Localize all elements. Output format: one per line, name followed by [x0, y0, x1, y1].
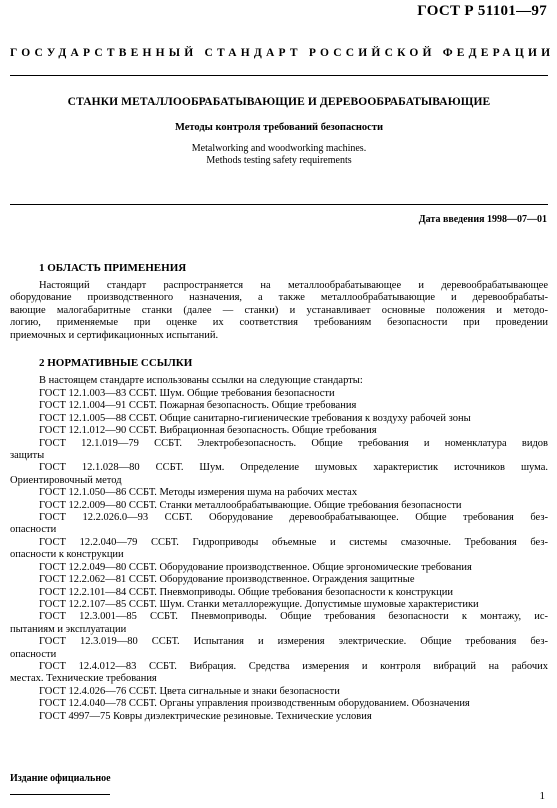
reference-line: ГОСТ 12.2.049—80 ССБТ. Оборудование производственное. Общие эргономические требования: [39, 561, 472, 573]
page-number: 1: [539, 790, 545, 802]
section-heading-references: 2 НОРМАТИВНЫЕ ССЫЛКИ: [39, 357, 193, 369]
text-line: приемочных и сертификационных испытаний.: [10, 329, 219, 341]
reference-item: [10, 636, 548, 661]
reference-item: [10, 388, 548, 400]
section-scope-text: [10, 280, 548, 342]
reference-item: [10, 661, 548, 686]
reference-item: [10, 587, 548, 599]
reference-item: [10, 574, 548, 586]
reference-line: ГОСТ 12.2.009—80 ССБТ. Станки металлообрабатывающие. Общие требования безопасности: [39, 499, 462, 511]
footer-divider: [10, 794, 110, 795]
reference-line: ГОСТ 12.2.107—85 ССБТ. Шум. Станки металлорежущие. Допустимые шумовые характеристики: [39, 598, 479, 610]
doc-number: ГОСТ Р 51101—97: [417, 3, 547, 19]
reference-item: [10, 425, 548, 437]
official-edition-label: Издание официальное: [10, 773, 111, 784]
reference-item: [10, 711, 548, 723]
reference-line: ГОСТ 4997—75 Ковры диэлектрические резиновые. Технические условия: [39, 710, 372, 722]
reference-line: местах. Технические требования: [10, 673, 157, 685]
english-title-line: Methods testing safety requirements: [206, 155, 352, 166]
reference-item: [10, 512, 548, 537]
reference-item: [10, 611, 548, 636]
reference-line: ГОСТ 12.4.012—83 ССБТ. Вибрация. Средства измерения и контроля вибраций на рабочих: [39, 660, 548, 672]
text-line: вающие малогабаритные станки (далее — станки) и устанавливает основные положения и методо-: [10, 304, 548, 316]
reference-line: ГОСТ 12.4.040—78 ССБТ. Органы управления производственным оборудованием. Обозначения: [39, 698, 470, 710]
reference-item: [10, 500, 548, 512]
text-line: Настоящий стандарт распространяется на металлообрабатывающее и деревообрабатывающее: [39, 280, 548, 291]
reference-line: опасности: [10, 648, 57, 660]
reference-line: ГОСТ 12.2.062—81 ССБТ. Оборудование производственное. Ограждения защитные: [39, 574, 415, 586]
reference-line: ГОСТ 12.3.001—85 ССБТ. Пневмоприводы. Общие требования безопасности к монтажу, ис-: [39, 611, 548, 623]
reference-line: опасности: [10, 524, 57, 536]
document-subtitle: Методы контроля требований безопасности: [174, 122, 384, 133]
text-line: оборудование производственного назначения, а также металлообрабатывающие и деревообрабаты-: [10, 292, 548, 304]
reference-line: ГОСТ 12.1.004—91 ССБТ. Пожарная безопасность. Общие требования: [39, 400, 357, 412]
section-heading-scope: 1 ОБЛАСТЬ ПРИМЕНЕНИЯ: [39, 262, 187, 274]
reference-line: ГОСТ 12.1.050—86 ССБТ. Методы измерения шума на рабочих местах: [39, 487, 358, 499]
reference-item: [10, 698, 548, 710]
reference-line: ГОСТ 12.2.101—84 ССБТ. Пневмоприводы. Общие требования безопасности к конструкции: [39, 586, 454, 598]
reference-item: [10, 413, 548, 425]
introduction-date: Дата введения 1998—07—01: [418, 214, 547, 225]
reference-item: [10, 686, 548, 698]
reference-line: ГОСТ 12.3.019—80 ССБТ. Испытания и измерения электрические. Общие требования без-: [39, 636, 548, 648]
reference-item: [10, 562, 548, 574]
reference-item: [10, 487, 548, 499]
header-divider: [10, 75, 548, 76]
reference-line: ГОСТ 12.2.026.0—93 ССБТ. Оборудование деревообрабатывающее. Общие требования без-: [39, 512, 548, 524]
reference-item: [10, 438, 548, 463]
state-standard-heading: ГОСУДАРСТВЕННЫЙ СТАНДАРТ РОССИЙСКОЙ ФЕДЕРАЦИИ: [10, 47, 555, 59]
references-list: [10, 388, 548, 723]
reference-line: ГОСТ 12.2.040—79 ССБТ. Гидроприводы объемные и системы смазочные. Требования без-: [39, 536, 548, 548]
reference-item: [10, 537, 548, 562]
reference-line: защиты: [10, 450, 45, 462]
reference-item: [10, 462, 548, 487]
reference-line: ГОСТ 12.1.003—83 ССБТ. Шум. Общие требования безопасности: [39, 388, 335, 399]
english-title: [10, 143, 548, 167]
reference-line: ГОСТ 12.1.005—88 ССБТ. Общие санитарно-гигиенические требования к воздуху рабочей зоны: [39, 412, 471, 424]
reference-line: пытаниям и эксплуатации: [10, 623, 127, 635]
text-line: логию, применяемые при оценке их соответствия требованиям безопасности при проведении: [10, 317, 548, 329]
reference-line: ГОСТ 12.1.028—80 ССБТ. Шум. Определение шумовых характеристик источников шума.: [39, 462, 548, 474]
reference-line: ГОСТ 12.1.019—79 ССБТ. Электробезопасность. Общие требования и номенклатура видов: [39, 437, 548, 449]
reference-item: [10, 400, 548, 412]
reference-item: [10, 599, 548, 611]
references-intro: В настоящем стандарте использованы ссылки на следующие стандарты:: [39, 375, 363, 386]
reference-line: ГОСТ 12.4.026—76 ССБТ. Цвета сигнальные и знаки безопасности: [39, 685, 340, 697]
reference-line: опасности к конструкции: [10, 549, 124, 561]
english-title-line: Metalworking and woodworking machines.: [191, 143, 367, 154]
title-divider: [10, 204, 548, 205]
reference-line: Ориентировочный метод: [10, 474, 122, 486]
reference-line: ГОСТ 12.1.012—90 ССБТ. Вибрационная безопасность. Общие требования: [39, 425, 377, 437]
document-title: СТАНКИ МЕТАЛЛООБРАБАТЫВАЮЩИЕ И ДЕРЕВООБРАБАТЫВАЮЩИЕ: [67, 96, 491, 108]
